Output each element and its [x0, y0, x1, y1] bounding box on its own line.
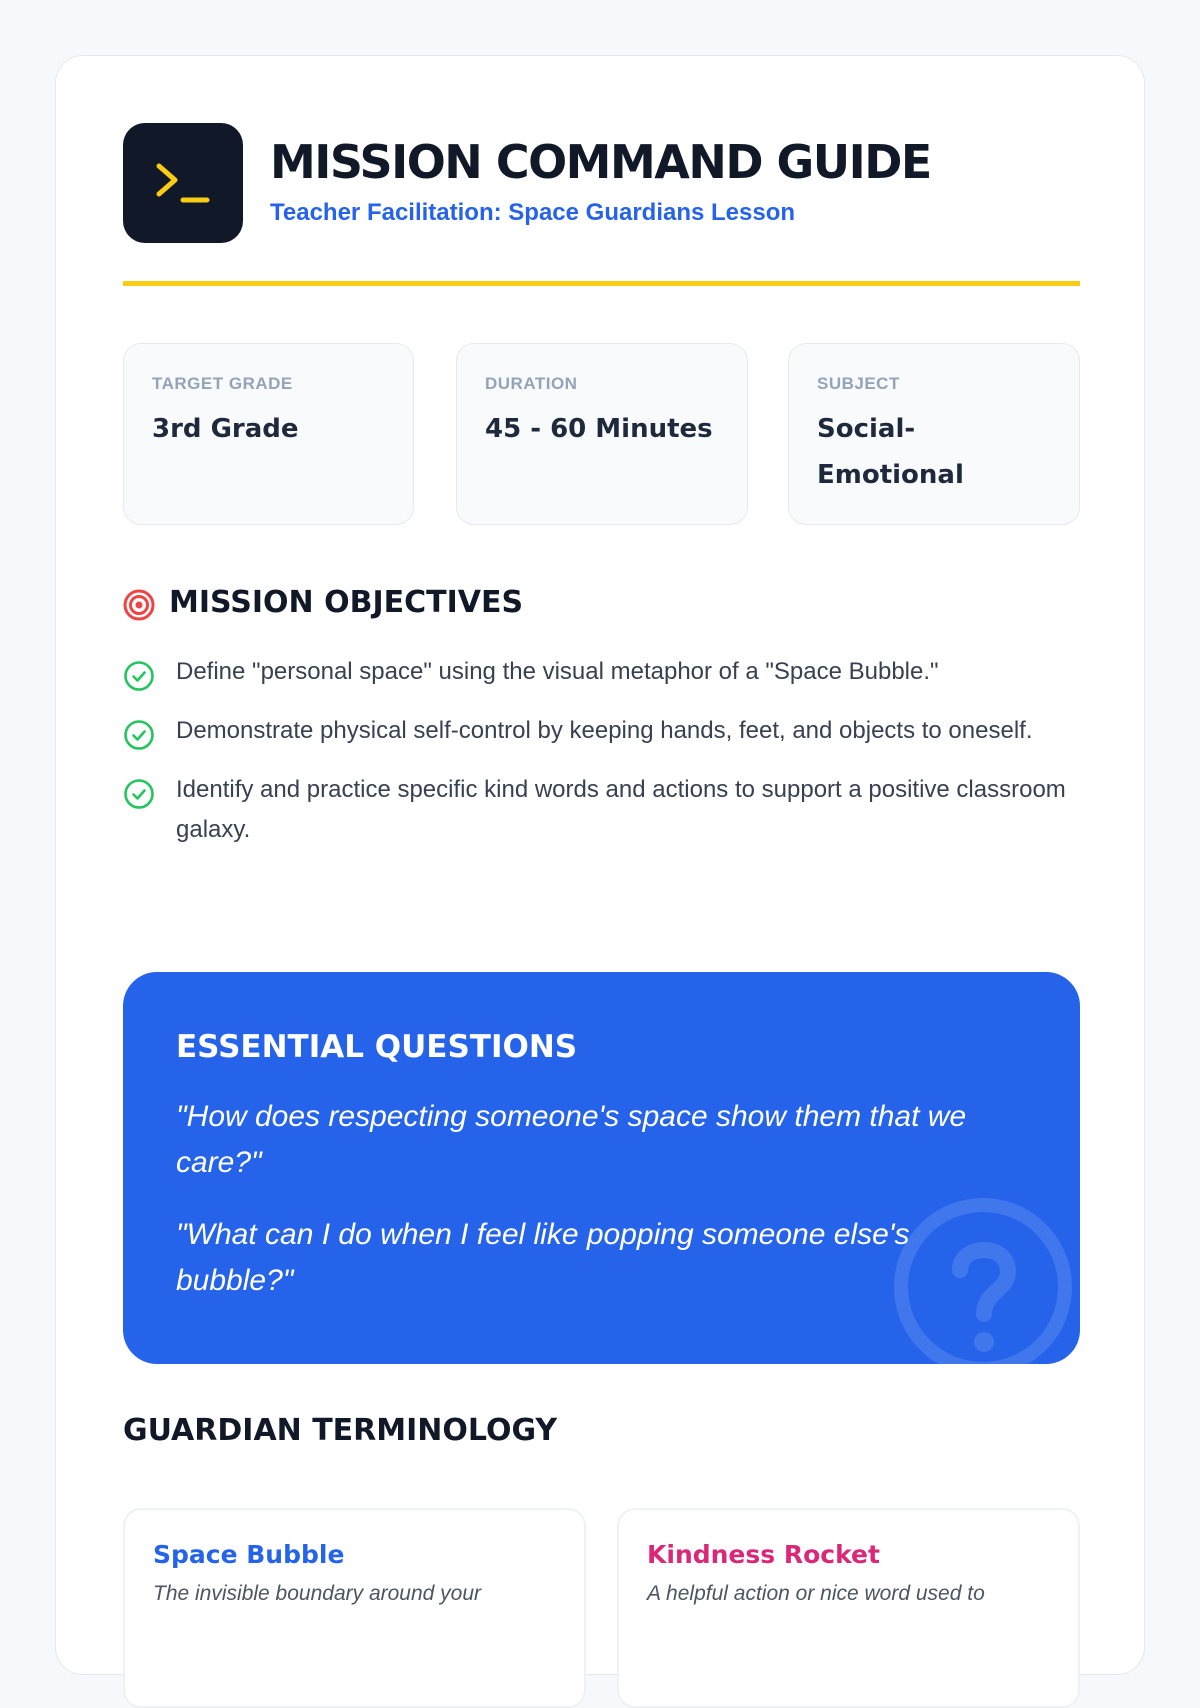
term-definition: The invisible boundary around your: [153, 1582, 482, 1605]
header: [123, 123, 1080, 243]
objective-text: Define "personal space" using the visual metaphor of a "Space Bubble.": [176, 658, 939, 685]
term-definition: A helpful action or nice word used to: [647, 1582, 985, 1605]
meta-label: SUBJECT: [817, 374, 900, 393]
terminal-prompt-icon: [153, 158, 213, 208]
meta-value: 3rd Grade: [152, 414, 299, 444]
term-name: Kindness Rocket: [647, 1540, 880, 1569]
terminology-title: GUARDIAN TERMINOLOGY: [123, 1413, 558, 1448]
term-name: Space Bubble: [153, 1540, 345, 1569]
check-circle-icon: [123, 660, 155, 692]
list-item: [123, 770, 1080, 850]
objectives-list: [123, 652, 1080, 869]
meta-value: 45 - 60 Minutes: [485, 414, 713, 444]
target-icon: [122, 588, 156, 622]
term-card-space-bubble: [123, 1508, 586, 1708]
essential-question: "How does respecting someone's space show them that we care?": [176, 1100, 967, 1179]
essential-questions-title: ESSENTIAL QUESTIONS: [176, 1029, 578, 1065]
meta-label: TARGET GRADE: [152, 374, 293, 393]
list-item: [123, 652, 1080, 692]
meta-card-grade: [123, 343, 414, 525]
objectives-title: MISSION OBJECTIVES: [169, 585, 524, 620]
objective-text: Identify and practice specific kind words and actions to support a positive classroom galaxy.: [176, 776, 1066, 843]
essential-questions-box: [123, 972, 1080, 1364]
check-circle-icon: [123, 719, 155, 751]
essential-question: "What can I do when I feel like popping someone else's bubble?": [176, 1218, 910, 1297]
term-card-kindness-rocket: [617, 1508, 1080, 1708]
list-item: [123, 711, 1080, 751]
header-divider: [123, 281, 1080, 286]
guide-card: [55, 55, 1145, 1675]
meta-label: DURATION: [485, 374, 578, 393]
objective-text: Demonstrate physical self-control by keeping hands, feet, and objects to oneself.: [176, 717, 1033, 744]
meta-card-duration: [456, 343, 748, 525]
meta-value: Social-Emotional: [817, 414, 964, 490]
essential-questions-list: [176, 1094, 1006, 1330]
meta-card-subject: [788, 343, 1080, 525]
page-title: MISSION COMMAND GUIDE: [270, 135, 931, 189]
logo-badge: [123, 123, 243, 243]
check-circle-icon: [123, 778, 155, 810]
page-subtitle: Teacher Facilitation: Space Guardians Lesson: [270, 199, 796, 226]
